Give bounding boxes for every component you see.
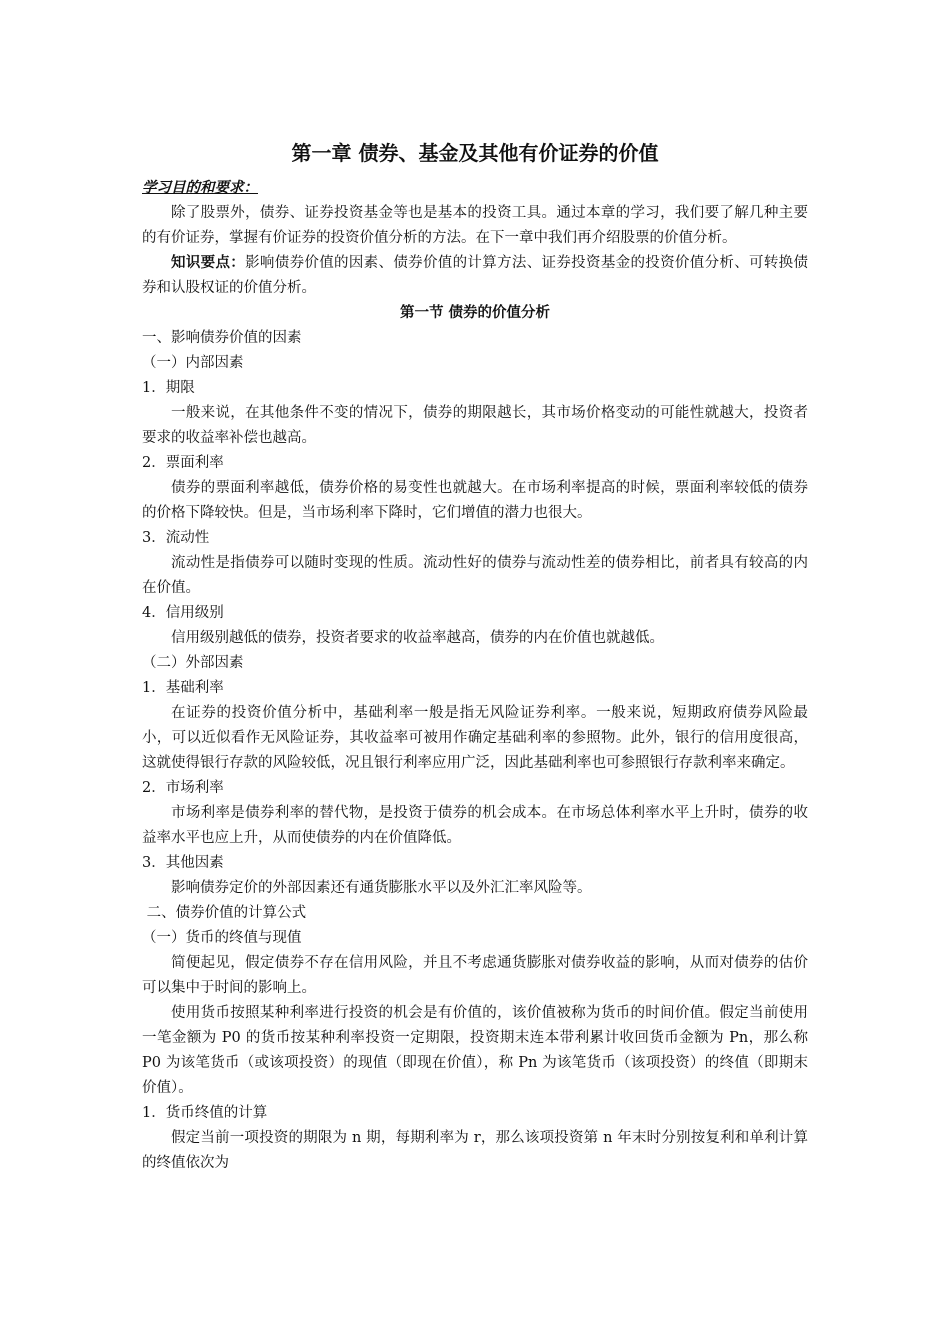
paragraph-term: 一般来说，在其他条件不变的情况下，债券的期限越长，其市场价格变动的可能性就越大，投资者要求的收益率补偿也越高。	[142, 405, 808, 446]
heading-credit-rating: 4．信用级别	[142, 605, 224, 621]
paragraph-future-value: 假定当前一项投资的期限为 n 期，每期利率为 r，那么该项投资第 n 年末时分别按复利和单利计算的终值依次为	[142, 1130, 808, 1171]
paragraph-liquidity: 流动性是指债券可以随时变现的性质。流动性好的债券与流动性差的债券相比，前者具有较高的内在价值。	[142, 555, 808, 596]
heading-formula: 二、债券价值的计算公式	[142, 905, 307, 921]
keypoints-label: 知识要点：	[171, 255, 246, 271]
heading-market-rate: 2．市场利率	[142, 780, 224, 796]
heading-other-factors: 3．其他因素	[142, 855, 224, 871]
heading-base-rate: 1．基础利率	[142, 680, 224, 696]
paragraph-base-rate: 在证券的投资价值分析中，基础利率一般是指无风险证券利率。一般来说，短期政府债券风险最小，可以近似看作无风险证券，其收益率可被用作确定基础利率的参照物。此外，银行的信用度很高，这就使得银行存款的风险较低，况且银行利率应用广泛，因此基础利率也可参照银行存款利率来确定。	[142, 705, 808, 771]
section-title: 第一节 债券的价值分析	[399, 305, 551, 321]
keypoints-text: 影响债券价值的因素、债券价值的计算方法、证券投资基金的投资价值分析、可转换债券和认股权证的价值分析。	[142, 255, 808, 296]
chapter-title: 第一章 债券、基金及其他有价证券的价值	[291, 141, 659, 165]
objectives-paragraph: 除了股票外，债券、证券投资基金等也是基本的投资工具。通过本章的学习，我们要了解几种主要的有价证券，掌握有价证券的投资价值分析的方法。在下一章中我们再介绍股票的价值分析。	[142, 205, 808, 246]
paragraph-time-value-2: 使用货币按照某种利率进行投资的机会是有价值的，该价值被称为货币的时间价值。假定当前使用一笔金额为 P0 的货币按某种利率投资一定期限，投资期末连本带利累计收回货币金额为 Pn，那么称 P0 为该笔货币（或该项投资）的现值（即现在价值），称 Pn 为该笔货币（该项投资）的终值（即期末价值）。	[142, 1005, 808, 1096]
paragraph-credit-rating: 信用级别越低的债券，投资者要求的收益率越高，债券的内在价值也就越低。	[171, 630, 664, 646]
document-page	[142, 130, 808, 1176]
paragraph-time-value-1: 简便起见，假定债券不存在信用风险，并且不考虑通货膨胀对债券收益的影响，从而对债券的估价可以集中于时间的影响上。	[142, 955, 808, 996]
heading-liquidity: 3．流动性	[142, 530, 210, 546]
heading-future-value: 1．货币终值的计算	[142, 1105, 268, 1121]
objectives-label: 学习目的和要求：	[142, 180, 258, 196]
heading-external-factors: （二）外部因素	[142, 655, 244, 671]
paragraph-other-factors: 影响债券定价的外部因素还有通货膨胀水平以及外汇汇率风险等。	[171, 880, 592, 896]
paragraph-coupon-rate: 债券的票面利率越低，债券价格的易变性也就越大。在市场利率提高的时候，票面利率较低的债券的价格下降较快。但是，当市场利率下降时，它们增值的潜力也很大。	[142, 480, 808, 521]
heading-internal-factors: （一）内部因素	[142, 355, 244, 371]
paragraph-market-rate: 市场利率是债券利率的替代物，是投资于债券的机会成本。在市场总体利率水平上升时，债券的收益率水平也应上升，从而使债券的内在价值降低。	[142, 805, 808, 846]
heading-time-value: （一）货币的终值与现值	[142, 930, 302, 946]
heading-term: 1．期限	[142, 380, 195, 396]
heading-factors: 一、影响债券价值的因素	[142, 330, 302, 346]
heading-coupon-rate: 2．票面利率	[142, 455, 224, 471]
keypoints-paragraph	[142, 251, 808, 301]
